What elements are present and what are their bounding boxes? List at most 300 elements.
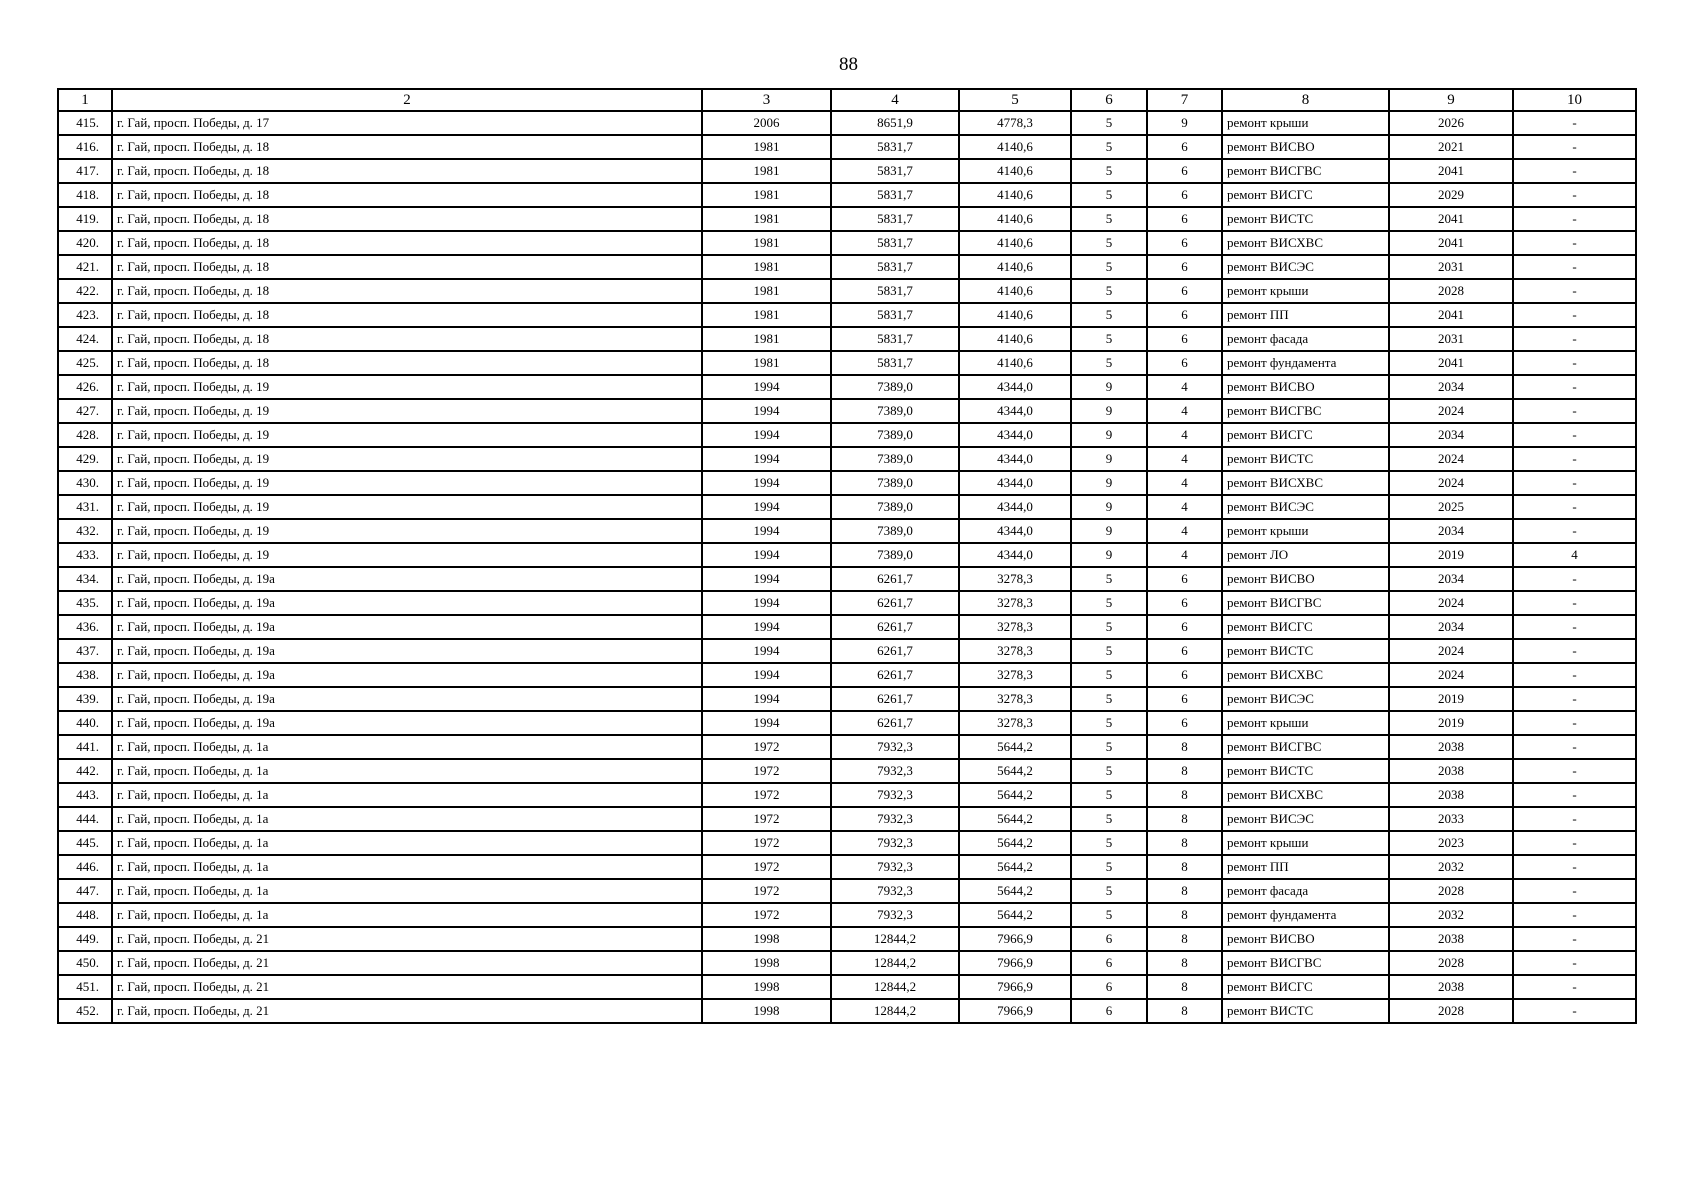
cell-year-built: 1981 <box>702 327 831 351</box>
cell-work-type: ремонт ВИСГВС <box>1222 735 1389 759</box>
cell-planned-year: 2026 <box>1389 111 1513 135</box>
cell-entrances: 6 <box>1147 327 1222 351</box>
cell-total-area: 5831,7 <box>831 231 959 255</box>
cell-total-area: 6261,7 <box>831 687 959 711</box>
table-row <box>58 735 1636 759</box>
cell-floors: 5 <box>1071 135 1147 159</box>
cell-living-area: 5644,2 <box>959 759 1071 783</box>
cell-planned-year: 2041 <box>1389 231 1513 255</box>
cell-entrances: 6 <box>1147 615 1222 639</box>
cell-note: - <box>1513 951 1636 975</box>
cell-note: - <box>1513 423 1636 447</box>
column-header-5: 5 <box>959 89 1071 111</box>
cell-address: г. Гай, просп. Победы, д. 19 <box>112 495 702 519</box>
cell-work-type: ремонт ВИСТС <box>1222 639 1389 663</box>
cell-planned-year: 2019 <box>1389 687 1513 711</box>
cell-floors: 5 <box>1071 207 1147 231</box>
cell-floors: 9 <box>1071 519 1147 543</box>
cell-year-built: 1994 <box>702 519 831 543</box>
cell-total-area: 7932,3 <box>831 759 959 783</box>
cell-floors: 6 <box>1071 999 1147 1023</box>
cell-total-area: 5831,7 <box>831 327 959 351</box>
cell-planned-year: 2038 <box>1389 975 1513 999</box>
cell-entrances: 6 <box>1147 639 1222 663</box>
cell-row-number: 422. <box>58 279 112 303</box>
cell-address: г. Гай, просп. Победы, д. 19 <box>112 471 702 495</box>
cell-living-area: 7966,9 <box>959 999 1071 1023</box>
cell-year-built: 1998 <box>702 951 831 975</box>
cell-address: г. Гай, просп. Победы, д. 18 <box>112 231 702 255</box>
cell-total-area: 12844,2 <box>831 951 959 975</box>
cell-planned-year: 2038 <box>1389 783 1513 807</box>
cell-row-number: 432. <box>58 519 112 543</box>
cell-row-number: 448. <box>58 903 112 927</box>
cell-entrances: 6 <box>1147 231 1222 255</box>
table-row <box>58 519 1636 543</box>
table-row <box>58 183 1636 207</box>
cell-address: г. Гай, просп. Победы, д. 21 <box>112 975 702 999</box>
cell-floors: 5 <box>1071 639 1147 663</box>
cell-living-area: 4344,0 <box>959 447 1071 471</box>
cell-entrances: 8 <box>1147 879 1222 903</box>
cell-total-area: 7932,3 <box>831 903 959 927</box>
cell-row-number: 420. <box>58 231 112 255</box>
cell-entrances: 8 <box>1147 903 1222 927</box>
cell-row-number: 443. <box>58 783 112 807</box>
cell-living-area: 5644,2 <box>959 735 1071 759</box>
cell-work-type: ремонт ВИСГВС <box>1222 951 1389 975</box>
cell-entrances: 6 <box>1147 159 1222 183</box>
cell-note: - <box>1513 975 1636 999</box>
cell-year-built: 1994 <box>702 447 831 471</box>
cell-year-built: 1981 <box>702 279 831 303</box>
cell-floors: 5 <box>1071 759 1147 783</box>
cell-total-area: 12844,2 <box>831 927 959 951</box>
cell-address: г. Гай, просп. Победы, д. 18 <box>112 327 702 351</box>
table-row <box>58 975 1636 999</box>
cell-entrances: 6 <box>1147 567 1222 591</box>
cell-total-area: 5831,7 <box>831 135 959 159</box>
cell-note: - <box>1513 207 1636 231</box>
cell-total-area: 6261,7 <box>831 567 959 591</box>
cell-row-number: 444. <box>58 807 112 831</box>
cell-address: г. Гай, просп. Победы, д. 19а <box>112 687 702 711</box>
cell-address: г. Гай, просп. Победы, д. 1а <box>112 903 702 927</box>
cell-address: г. Гай, просп. Победы, д. 19 <box>112 423 702 447</box>
cell-living-area: 4344,0 <box>959 519 1071 543</box>
cell-floors: 9 <box>1071 375 1147 399</box>
cell-note: - <box>1513 999 1636 1023</box>
cell-planned-year: 2028 <box>1389 999 1513 1023</box>
cell-living-area: 4140,6 <box>959 279 1071 303</box>
table-row <box>58 135 1636 159</box>
cell-note: - <box>1513 639 1636 663</box>
cell-planned-year: 2028 <box>1389 279 1513 303</box>
cell-living-area: 4140,6 <box>959 327 1071 351</box>
cell-floors: 5 <box>1071 711 1147 735</box>
cell-address: г. Гай, просп. Победы, д. 1а <box>112 783 702 807</box>
table-row <box>58 423 1636 447</box>
cell-year-built: 1994 <box>702 543 831 567</box>
cell-living-area: 4344,0 <box>959 543 1071 567</box>
cell-work-type: ремонт крыши <box>1222 831 1389 855</box>
cell-work-type: ремонт ВИСЭС <box>1222 687 1389 711</box>
cell-work-type: ремонт ВИСГВС <box>1222 591 1389 615</box>
cell-living-area: 3278,3 <box>959 639 1071 663</box>
cell-note: - <box>1513 159 1636 183</box>
cell-living-area: 5644,2 <box>959 879 1071 903</box>
table-row <box>58 543 1636 567</box>
table-row <box>58 495 1636 519</box>
table-row <box>58 687 1636 711</box>
table-row <box>58 879 1636 903</box>
cell-planned-year: 2029 <box>1389 183 1513 207</box>
cell-floors: 6 <box>1071 951 1147 975</box>
cell-floors: 5 <box>1071 687 1147 711</box>
cell-entrances: 6 <box>1147 351 1222 375</box>
cell-living-area: 7966,9 <box>959 927 1071 951</box>
cell-row-number: 421. <box>58 255 112 279</box>
cell-floors: 5 <box>1071 279 1147 303</box>
cell-total-area: 7389,0 <box>831 495 959 519</box>
table-row <box>58 903 1636 927</box>
column-header-6: 6 <box>1071 89 1147 111</box>
cell-address: г. Гай, просп. Победы, д. 19 <box>112 447 702 471</box>
cell-note: - <box>1513 591 1636 615</box>
cell-living-area: 3278,3 <box>959 615 1071 639</box>
cell-entrances: 8 <box>1147 831 1222 855</box>
cell-year-built: 1981 <box>702 183 831 207</box>
column-header-10: 10 <box>1513 89 1636 111</box>
cell-planned-year: 2041 <box>1389 207 1513 231</box>
header-row <box>58 89 1636 111</box>
cell-year-built: 1972 <box>702 831 831 855</box>
table-row <box>58 303 1636 327</box>
cell-work-type: ремонт крыши <box>1222 279 1389 303</box>
cell-address: г. Гай, просп. Победы, д. 1а <box>112 831 702 855</box>
cell-living-area: 4140,6 <box>959 255 1071 279</box>
cell-note: - <box>1513 615 1636 639</box>
cell-note: - <box>1513 519 1636 543</box>
cell-address: г. Гай, просп. Победы, д. 19а <box>112 615 702 639</box>
cell-note: - <box>1513 495 1636 519</box>
cell-planned-year: 2019 <box>1389 711 1513 735</box>
cell-total-area: 7389,0 <box>831 471 959 495</box>
cell-floors: 5 <box>1071 111 1147 135</box>
cell-work-type: ремонт фундамента <box>1222 351 1389 375</box>
cell-work-type: ремонт ВИСГС <box>1222 423 1389 447</box>
cell-row-number: 447. <box>58 879 112 903</box>
column-header-2: 2 <box>112 89 702 111</box>
cell-work-type: ремонт ВИСВО <box>1222 567 1389 591</box>
cell-entrances: 8 <box>1147 807 1222 831</box>
cell-note: - <box>1513 879 1636 903</box>
cell-work-type: ремонт ВИСТС <box>1222 759 1389 783</box>
cell-planned-year: 2025 <box>1389 495 1513 519</box>
cell-floors: 9 <box>1071 399 1147 423</box>
cell-address: г. Гай, просп. Победы, д. 19а <box>112 711 702 735</box>
cell-work-type: ремонт ВИСВО <box>1222 927 1389 951</box>
cell-floors: 9 <box>1071 423 1147 447</box>
cell-entrances: 6 <box>1147 255 1222 279</box>
cell-note: - <box>1513 831 1636 855</box>
cell-entrances: 8 <box>1147 759 1222 783</box>
cell-work-type: ремонт ВИСГС <box>1222 183 1389 207</box>
cell-year-built: 1994 <box>702 567 831 591</box>
cell-work-type: ремонт ВИСХВС <box>1222 231 1389 255</box>
cell-note: - <box>1513 927 1636 951</box>
cell-row-number: 436. <box>58 615 112 639</box>
cell-address: г. Гай, просп. Победы, д. 18 <box>112 207 702 231</box>
cell-total-area: 6261,7 <box>831 591 959 615</box>
cell-planned-year: 2023 <box>1389 831 1513 855</box>
cell-entrances: 6 <box>1147 663 1222 687</box>
cell-entrances: 4 <box>1147 447 1222 471</box>
cell-total-area: 7389,0 <box>831 423 959 447</box>
table-row <box>58 855 1636 879</box>
cell-living-area: 3278,3 <box>959 711 1071 735</box>
cell-planned-year: 2038 <box>1389 735 1513 759</box>
cell-total-area: 5831,7 <box>831 207 959 231</box>
table-row <box>58 231 1636 255</box>
cell-address: г. Гай, просп. Победы, д. 1а <box>112 807 702 831</box>
cell-address: г. Гай, просп. Победы, д. 21 <box>112 951 702 975</box>
cell-year-built: 1981 <box>702 351 831 375</box>
cell-planned-year: 2034 <box>1389 567 1513 591</box>
cell-total-area: 7389,0 <box>831 375 959 399</box>
cell-living-area: 3278,3 <box>959 591 1071 615</box>
table-row <box>58 327 1636 351</box>
cell-row-number: 418. <box>58 183 112 207</box>
cell-address: г. Гай, просп. Победы, д. 1а <box>112 735 702 759</box>
cell-note: - <box>1513 183 1636 207</box>
cell-planned-year: 2024 <box>1389 447 1513 471</box>
cell-row-number: 441. <box>58 735 112 759</box>
cell-living-area: 3278,3 <box>959 567 1071 591</box>
cell-row-number: 428. <box>58 423 112 447</box>
cell-floors: 5 <box>1071 567 1147 591</box>
cell-address: г. Гай, просп. Победы, д. 19 <box>112 543 702 567</box>
cell-address: г. Гай, просп. Победы, д. 19а <box>112 639 702 663</box>
cell-floors: 5 <box>1071 351 1147 375</box>
cell-work-type: ремонт ВИСВО <box>1222 135 1389 159</box>
table-row <box>58 807 1636 831</box>
cell-planned-year: 2034 <box>1389 375 1513 399</box>
cell-living-area: 5644,2 <box>959 831 1071 855</box>
cell-planned-year: 2024 <box>1389 663 1513 687</box>
cell-planned-year: 2021 <box>1389 135 1513 159</box>
cell-floors: 5 <box>1071 615 1147 639</box>
cell-year-built: 1994 <box>702 471 831 495</box>
cell-work-type: ремонт ВИСХВС <box>1222 471 1389 495</box>
table-row <box>58 759 1636 783</box>
cell-year-built: 1994 <box>702 591 831 615</box>
cell-work-type: ремонт ПП <box>1222 303 1389 327</box>
cell-note: - <box>1513 783 1636 807</box>
cell-living-area: 4778,3 <box>959 111 1071 135</box>
table-row <box>58 375 1636 399</box>
cell-planned-year: 2041 <box>1389 303 1513 327</box>
table-row <box>58 999 1636 1023</box>
cell-total-area: 6261,7 <box>831 615 959 639</box>
cell-row-number: 426. <box>58 375 112 399</box>
cell-address: г. Гай, просп. Победы, д. 21 <box>112 927 702 951</box>
cell-note: - <box>1513 447 1636 471</box>
column-header-4: 4 <box>831 89 959 111</box>
cell-year-built: 1981 <box>702 231 831 255</box>
cell-total-area: 6261,7 <box>831 663 959 687</box>
cell-row-number: 445. <box>58 831 112 855</box>
table-row <box>58 783 1636 807</box>
cell-planned-year: 2041 <box>1389 351 1513 375</box>
cell-note: - <box>1513 135 1636 159</box>
cell-entrances: 4 <box>1147 399 1222 423</box>
cell-entrances: 8 <box>1147 783 1222 807</box>
cell-living-area: 5644,2 <box>959 807 1071 831</box>
table-row <box>58 663 1636 687</box>
cell-address: г. Гай, просп. Победы, д. 18 <box>112 183 702 207</box>
cell-row-number: 415. <box>58 111 112 135</box>
cell-year-built: 1981 <box>702 255 831 279</box>
cell-entrances: 8 <box>1147 999 1222 1023</box>
cell-row-number: 434. <box>58 567 112 591</box>
cell-year-built: 1994 <box>702 687 831 711</box>
table-row <box>58 615 1636 639</box>
cell-planned-year: 2034 <box>1389 615 1513 639</box>
cell-note: - <box>1513 279 1636 303</box>
cell-planned-year: 2028 <box>1389 879 1513 903</box>
cell-entrances: 4 <box>1147 495 1222 519</box>
cell-planned-year: 2038 <box>1389 759 1513 783</box>
cell-address: г. Гай, просп. Победы, д. 1а <box>112 855 702 879</box>
cell-total-area: 7389,0 <box>831 543 959 567</box>
cell-address: г. Гай, просп. Победы, д. 18 <box>112 351 702 375</box>
cell-row-number: 442. <box>58 759 112 783</box>
cell-floors: 5 <box>1071 831 1147 855</box>
cell-entrances: 4 <box>1147 471 1222 495</box>
column-header-3: 3 <box>702 89 831 111</box>
table-row <box>58 951 1636 975</box>
column-header-7: 7 <box>1147 89 1222 111</box>
cell-work-type: ремонт фасада <box>1222 327 1389 351</box>
cell-year-built: 1981 <box>702 207 831 231</box>
table-row <box>58 831 1636 855</box>
cell-entrances: 8 <box>1147 735 1222 759</box>
cell-planned-year: 2038 <box>1389 927 1513 951</box>
cell-planned-year: 2024 <box>1389 471 1513 495</box>
cell-address: г. Гай, просп. Победы, д. 18 <box>112 159 702 183</box>
cell-year-built: 1994 <box>702 711 831 735</box>
cell-floors: 5 <box>1071 231 1147 255</box>
table-row <box>58 255 1636 279</box>
cell-year-built: 1972 <box>702 807 831 831</box>
cell-row-number: 451. <box>58 975 112 999</box>
cell-total-area: 7932,3 <box>831 807 959 831</box>
cell-living-area: 4140,6 <box>959 135 1071 159</box>
cell-living-area: 4344,0 <box>959 495 1071 519</box>
cell-address: г. Гай, просп. Победы, д. 18 <box>112 255 702 279</box>
cell-entrances: 6 <box>1147 303 1222 327</box>
cell-address: г. Гай, просп. Победы, д. 18 <box>112 303 702 327</box>
cell-planned-year: 2032 <box>1389 903 1513 927</box>
cell-floors: 5 <box>1071 903 1147 927</box>
cell-work-type: ремонт ВИСВО <box>1222 375 1389 399</box>
cell-row-number: 452. <box>58 999 112 1023</box>
cell-entrances: 8 <box>1147 927 1222 951</box>
cell-planned-year: 2031 <box>1389 327 1513 351</box>
cell-entrances: 6 <box>1147 687 1222 711</box>
cell-total-area: 7932,3 <box>831 855 959 879</box>
cell-note: - <box>1513 759 1636 783</box>
cell-work-type: ремонт ВИСЭС <box>1222 495 1389 519</box>
table-row <box>58 159 1636 183</box>
cell-row-number: 424. <box>58 327 112 351</box>
cell-note: - <box>1513 903 1636 927</box>
cell-year-built: 1972 <box>702 879 831 903</box>
cell-work-type: ремонт крыши <box>1222 111 1389 135</box>
cell-total-area: 7932,3 <box>831 783 959 807</box>
cell-floors: 5 <box>1071 327 1147 351</box>
cell-address: г. Гай, просп. Победы, д. 19 <box>112 519 702 543</box>
cell-note: - <box>1513 351 1636 375</box>
table-row <box>58 711 1636 735</box>
cell-row-number: 416. <box>58 135 112 159</box>
cell-floors: 5 <box>1071 303 1147 327</box>
cell-entrances: 9 <box>1147 111 1222 135</box>
cell-row-number: 429. <box>58 447 112 471</box>
cell-row-number: 431. <box>58 495 112 519</box>
cell-total-area: 7932,3 <box>831 831 959 855</box>
table-row <box>58 639 1636 663</box>
cell-address: г. Гай, просп. Победы, д. 1а <box>112 759 702 783</box>
cell-floors: 9 <box>1071 471 1147 495</box>
cell-entrances: 6 <box>1147 279 1222 303</box>
cell-living-area: 7966,9 <box>959 951 1071 975</box>
cell-floors: 9 <box>1071 543 1147 567</box>
cell-address: г. Гай, просп. Победы, д. 19 <box>112 375 702 399</box>
cell-row-number: 437. <box>58 639 112 663</box>
cell-living-area: 3278,3 <box>959 663 1071 687</box>
cell-year-built: 1994 <box>702 423 831 447</box>
cell-entrances: 8 <box>1147 951 1222 975</box>
table-row <box>58 591 1636 615</box>
cell-row-number: 419. <box>58 207 112 231</box>
cell-note: - <box>1513 735 1636 759</box>
table-row <box>58 567 1636 591</box>
cell-row-number: 427. <box>58 399 112 423</box>
cell-living-area: 4140,6 <box>959 159 1071 183</box>
cell-note: - <box>1513 255 1636 279</box>
cell-note: - <box>1513 471 1636 495</box>
cell-work-type: ремонт ВИСТС <box>1222 207 1389 231</box>
cell-floors: 5 <box>1071 735 1147 759</box>
cell-total-area: 5831,7 <box>831 303 959 327</box>
cell-floors: 5 <box>1071 255 1147 279</box>
cell-year-built: 1981 <box>702 135 831 159</box>
cell-work-type: ремонт ВИСЭС <box>1222 807 1389 831</box>
cell-living-area: 4140,6 <box>959 183 1071 207</box>
repair-schedule-table <box>57 88 1637 1024</box>
cell-year-built: 1998 <box>702 927 831 951</box>
cell-entrances: 6 <box>1147 183 1222 207</box>
page-number: 88 <box>839 54 858 75</box>
cell-year-built: 1972 <box>702 759 831 783</box>
table-row <box>58 279 1636 303</box>
cell-entrances: 4 <box>1147 543 1222 567</box>
table-row <box>58 111 1636 135</box>
cell-work-type: ремонт ПП <box>1222 855 1389 879</box>
table-row <box>58 471 1636 495</box>
